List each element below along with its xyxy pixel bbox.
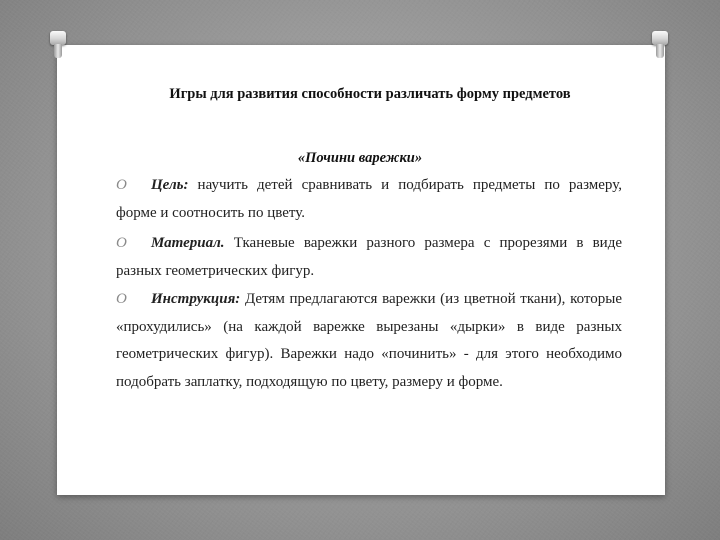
material-text: Тканевые варежки разного размера с прорезями в виде разных геометрических фигур.: [116, 235, 622, 279]
material-paragraph: [116, 230, 622, 285]
bullet-icon: O: [116, 177, 127, 193]
instruction-label: Инструкция:: [151, 291, 241, 307]
pushpin-icon: [652, 31, 668, 61]
instruction-text: Детям предлагаются варежки (из цветной ткани), которые «прохудились» (на каждой варежке вырезаны «дырки» в виде разных геометрических фигур). Варежки надо «починить» - для этого необходимо подобрать заплатку, подходящую по цвету, размеру и форме.: [116, 291, 622, 390]
goal-paragraph: [116, 172, 622, 227]
game-name: «Почини варежки»: [297, 150, 423, 166]
goal-text: научить детей сравнивать и подбирать предметы по размеру, форме и соотносить по цвету.: [116, 177, 622, 221]
slide-title: Игры для развития способности различать форму предметов: [169, 86, 571, 102]
bullet-icon: O: [116, 235, 127, 251]
bullet-icon: O: [116, 291, 127, 307]
pushpin-head: [50, 31, 66, 45]
instruction-paragraph: [116, 286, 622, 396]
pushpin-neck: [54, 44, 62, 58]
material-label: Материал.: [151, 235, 225, 251]
pushpin-icon: [50, 31, 66, 61]
goal-label: Цель:: [151, 177, 189, 193]
pushpin-neck: [656, 44, 664, 58]
pushpin-head: [652, 31, 668, 45]
